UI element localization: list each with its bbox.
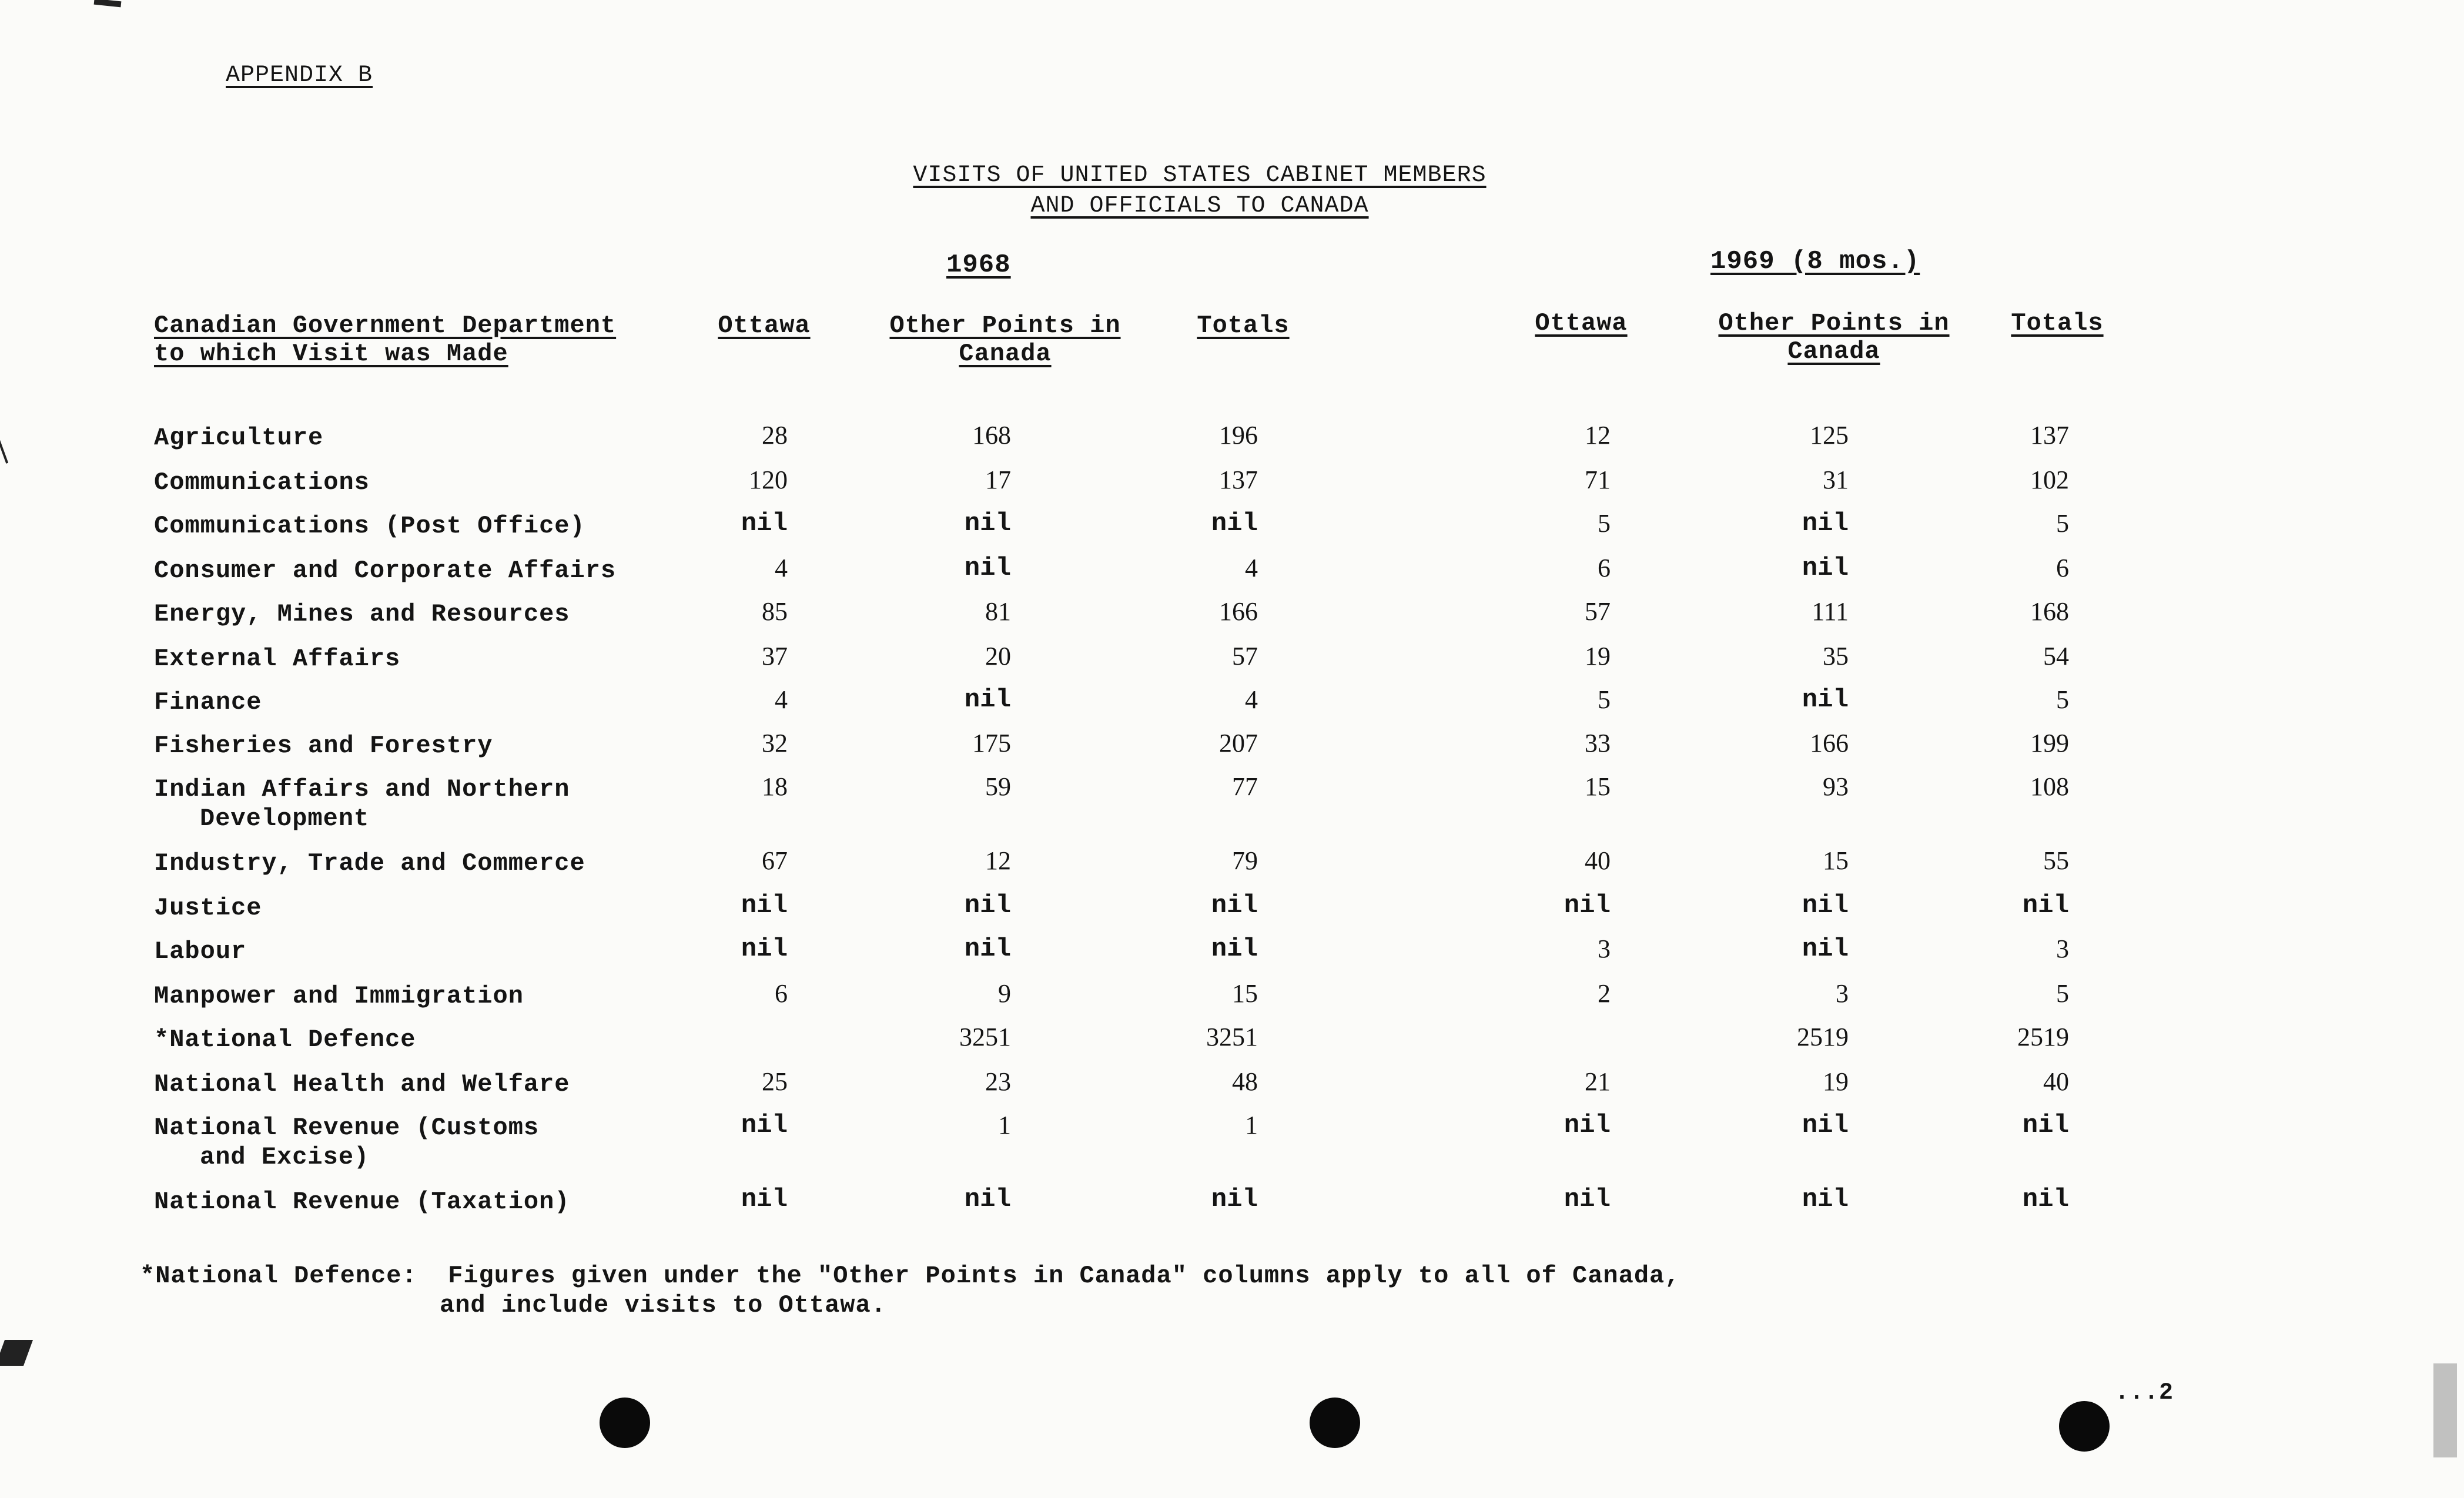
other-points-1969-cell: 111 — [1812, 597, 1849, 626]
ottawa-1969-cell: nil — [1564, 1185, 1611, 1214]
page-continuation: ...2 — [2115, 1380, 2174, 1406]
totals-1968-cell: 196 — [1219, 421, 1258, 450]
row-label — [154, 981, 524, 1011]
row-label-line1: Energy, Mines and Resources — [154, 600, 570, 628]
other-points-1968-cell: 168 — [972, 421, 1011, 450]
totals-1968-cell: nil — [1211, 1185, 1258, 1214]
ottawa-1968-cell: 28 — [762, 421, 788, 450]
ottawa-1968-header: Ottawa — [718, 311, 811, 340]
other-points-1968-line1: Other Points in — [889, 311, 1121, 340]
punch-hole — [1310, 1398, 1360, 1448]
row-label-line1: National Revenue (Taxation) — [154, 1188, 570, 1216]
other-points-1969-cell: nil — [1802, 509, 1849, 538]
other-points-1969-cell: nil — [1802, 891, 1849, 920]
totals-1968-cell: 207 — [1219, 729, 1258, 758]
other-points-1969-cell: 31 — [1823, 465, 1849, 494]
ottawa-1969-cell: nil — [1564, 1111, 1611, 1140]
other-points-1968-cell: 1 — [998, 1111, 1011, 1140]
ottawa-1969-header: Ottawa — [1535, 309, 1628, 337]
row-label — [154, 556, 616, 585]
ottawa-1968-cell: nil — [741, 934, 788, 964]
totals-1969-cell: 3 — [2056, 934, 2069, 963]
totals-1969-cell: 6 — [2056, 554, 2069, 582]
ottawa-1969-cell: 6 — [1598, 554, 1611, 582]
ottawa-1969-cell: 2 — [1598, 979, 1611, 1008]
other-points-1969-cell: 125 — [1810, 421, 1849, 450]
year-1968-heading: 1968 — [946, 250, 1011, 280]
document-title-line1: VISITS OF UNITED STATES CABINET MEMBERS — [913, 162, 1487, 189]
department-column-header — [154, 311, 616, 368]
other-points-1969-cell: 2519 — [1797, 1023, 1849, 1051]
department-header-line1: Canadian Government Department — [154, 311, 617, 340]
row-label — [154, 893, 262, 923]
totals-1969-cell: 102 — [2030, 465, 2069, 494]
other-points-1969-cell: 3 — [1836, 979, 1849, 1008]
punch-hole — [2059, 1401, 2110, 1452]
totals-1969-cell: 54 — [2043, 642, 2069, 671]
ottawa-1968-cell: nil — [741, 1185, 788, 1214]
row-label-line1: Indian Affairs and Northern — [154, 775, 570, 803]
ottawa-1969-cell: 5 — [1598, 509, 1611, 538]
other-points-1968-cell: 81 — [985, 597, 1011, 626]
totals-1968-cell: 57 — [1232, 642, 1258, 671]
row-label — [154, 1187, 570, 1217]
other-points-1969-cell: nil — [1802, 685, 1849, 715]
row-label-line1: Communications (Post Office) — [154, 512, 585, 540]
totals-1968-cell: 4 — [1245, 685, 1258, 714]
totals-1968-cell: nil — [1211, 891, 1258, 920]
totals-1968-cell: 3251 — [1206, 1023, 1258, 1051]
other-points-1969-line2: Canada — [1787, 337, 1880, 366]
totals-1969-cell: 2519 — [2017, 1023, 2069, 1051]
other-points-1969-cell: 166 — [1810, 729, 1849, 758]
totals-1969-cell: nil — [2022, 1111, 2069, 1140]
other-points-1968-cell: nil — [964, 554, 1011, 583]
ottawa-1968-cell: 85 — [762, 597, 788, 626]
row-label — [154, 468, 370, 497]
ottawa-1968-cell: 4 — [775, 685, 788, 714]
other-points-1968-cell: nil — [964, 509, 1011, 538]
ottawa-1968-cell: nil — [741, 509, 788, 538]
appendix-label: APPENDIX B — [226, 62, 373, 89]
ottawa-1968-cell: 37 — [762, 642, 788, 671]
ottawa-1969-cell: 71 — [1585, 465, 1611, 494]
row-label-line1: Finance — [154, 688, 262, 716]
totals-1968-cell: 166 — [1219, 597, 1258, 626]
national-defence-footnote — [140, 1261, 1680, 1320]
scan-mark — [2433, 1363, 2457, 1457]
other-points-1968-header — [882, 311, 1129, 368]
other-points-1969-line1: Other Points in — [1718, 309, 1950, 337]
ottawa-1968-cell: 25 — [762, 1067, 788, 1096]
totals-1969-cell: 108 — [2030, 772, 2069, 801]
row-label — [154, 688, 262, 717]
totals-1968-cell: 15 — [1232, 979, 1258, 1008]
row-label — [154, 1025, 416, 1054]
footnote-line2: and include visits to Ottawa. — [440, 1291, 886, 1319]
row-label-line1: *National Defence — [154, 1026, 416, 1054]
ottawa-1968-cell: 4 — [775, 554, 788, 582]
row-label — [154, 731, 493, 760]
totals-1968-cell: nil — [1211, 509, 1258, 538]
ottawa-1969-cell: 5 — [1598, 685, 1611, 714]
ottawa-1969-cell: 40 — [1585, 846, 1611, 875]
other-points-1969-cell: nil — [1802, 1111, 1849, 1140]
row-label-line1: National Revenue (Customs — [154, 1114, 540, 1142]
row-label-line1: Industry, Trade and Commerce — [154, 849, 585, 877]
other-points-1968-line2: Canada — [959, 340, 1052, 368]
other-points-1968-cell: 3251 — [959, 1023, 1011, 1051]
row-label — [154, 1070, 570, 1099]
row-label — [154, 599, 570, 629]
other-points-1969-cell: 15 — [1823, 846, 1849, 875]
year-1969-heading: 1969 (8 mos.) — [1710, 247, 1920, 276]
totals-1969-cell: 168 — [2030, 597, 2069, 626]
ottawa-1969-cell: 19 — [1585, 642, 1611, 671]
row-label-line2: Development — [200, 805, 370, 833]
totals-1968-cell: 4 — [1245, 554, 1258, 582]
ottawa-1968-cell: 67 — [762, 846, 788, 875]
totals-1968-cell: 77 — [1232, 772, 1258, 801]
other-points-1969-cell: nil — [1802, 1185, 1849, 1214]
row-label-line1: Agriculture — [154, 424, 324, 452]
other-points-1968-cell: nil — [964, 891, 1011, 920]
ottawa-1968-cell: nil — [741, 891, 788, 920]
totals-1969-header: Totals — [2011, 309, 2104, 337]
row-label — [154, 849, 585, 878]
ottawa-1969-cell: 12 — [1585, 421, 1611, 450]
other-points-1969-cell: 19 — [1823, 1067, 1849, 1096]
totals-1969-cell: 199 — [2030, 729, 2069, 758]
department-header-line2: to which Visit was Made — [154, 340, 508, 368]
document-title-line2: AND OFFICIALS TO CANADA — [1030, 193, 1369, 219]
totals-1968-cell: nil — [1211, 934, 1258, 964]
totals-1969-cell: nil — [2022, 891, 2069, 920]
totals-1969-cell: 55 — [2043, 846, 2069, 875]
totals-1968-cell: 137 — [1219, 465, 1258, 494]
row-label — [154, 775, 570, 833]
row-label — [154, 511, 585, 541]
totals-1969-cell: 5 — [2056, 509, 2069, 538]
ottawa-1969-cell: 21 — [1585, 1067, 1611, 1096]
ottawa-1968-cell: 6 — [775, 979, 788, 1008]
row-label — [154, 937, 246, 966]
other-points-1968-cell: 59 — [985, 772, 1011, 801]
totals-1969-cell: 5 — [2056, 979, 2069, 1008]
totals-1969-cell: 40 — [2043, 1067, 2069, 1096]
other-points-1968-cell: 9 — [998, 979, 1011, 1008]
other-points-1969-header — [1710, 309, 1957, 366]
ottawa-1969-cell: 15 — [1585, 772, 1611, 801]
row-label-line1: Consumer and Corporate Affairs — [154, 557, 617, 585]
row-label — [154, 423, 323, 453]
scan-mark — [94, 0, 122, 7]
ottawa-1968-cell: nil — [741, 1111, 788, 1140]
footnote-line1: Figures given under the "Other Points in Canada" columns apply to all of Canada, — [448, 1262, 1680, 1290]
row-label-line1: Fisheries and Forestry — [154, 732, 493, 760]
ottawa-1969-cell: 33 — [1585, 729, 1611, 758]
other-points-1969-cell: 35 — [1823, 642, 1849, 671]
row-label — [154, 644, 400, 673]
ottawa-1969-cell: nil — [1564, 891, 1611, 920]
row-label-line1: Labour — [154, 937, 247, 966]
other-points-1968-cell: nil — [964, 1185, 1011, 1214]
ottawa-1969-cell: 3 — [1598, 934, 1611, 963]
row-label-line1: National Health and Welfare — [154, 1070, 570, 1098]
totals-1968-cell: 79 — [1232, 846, 1258, 875]
other-points-1969-cell: nil — [1802, 934, 1849, 964]
other-points-1968-cell: nil — [964, 685, 1011, 715]
row-label-line2: and Excise) — [200, 1143, 370, 1171]
other-points-1969-cell: 93 — [1823, 772, 1849, 801]
scan-mark — [0, 1340, 33, 1366]
scan-mark — [0, 430, 8, 464]
row-label — [154, 1113, 539, 1172]
row-label-line1: Justice — [154, 894, 262, 922]
row-label-line1: External Affairs — [154, 645, 401, 673]
punch-hole — [600, 1398, 650, 1448]
other-points-1968-cell: 23 — [985, 1067, 1011, 1096]
totals-1968-cell: 48 — [1232, 1067, 1258, 1096]
ottawa-1968-cell: 120 — [749, 465, 788, 494]
other-points-1969-cell: nil — [1802, 554, 1849, 583]
other-points-1968-cell: 12 — [985, 846, 1011, 875]
row-label-line1: Communications — [154, 468, 370, 497]
row-label-line1: Manpower and Immigration — [154, 982, 524, 1010]
other-points-1968-cell: 175 — [972, 729, 1011, 758]
totals-1968-header: Totals — [1197, 311, 1290, 340]
footnote-label: *National Defence: — [140, 1262, 417, 1290]
ottawa-1969-cell: 57 — [1585, 597, 1611, 626]
ottawa-1968-cell: 32 — [762, 729, 788, 758]
other-points-1968-cell: nil — [964, 934, 1011, 964]
totals-1968-cell: 1 — [1245, 1111, 1258, 1140]
other-points-1968-cell: 17 — [985, 465, 1011, 494]
totals-1969-cell: 5 — [2056, 685, 2069, 714]
totals-1969-cell: nil — [2022, 1185, 2069, 1214]
other-points-1968-cell: 20 — [985, 642, 1011, 671]
totals-1969-cell: 137 — [2030, 421, 2069, 450]
ottawa-1968-cell: 18 — [762, 772, 788, 801]
